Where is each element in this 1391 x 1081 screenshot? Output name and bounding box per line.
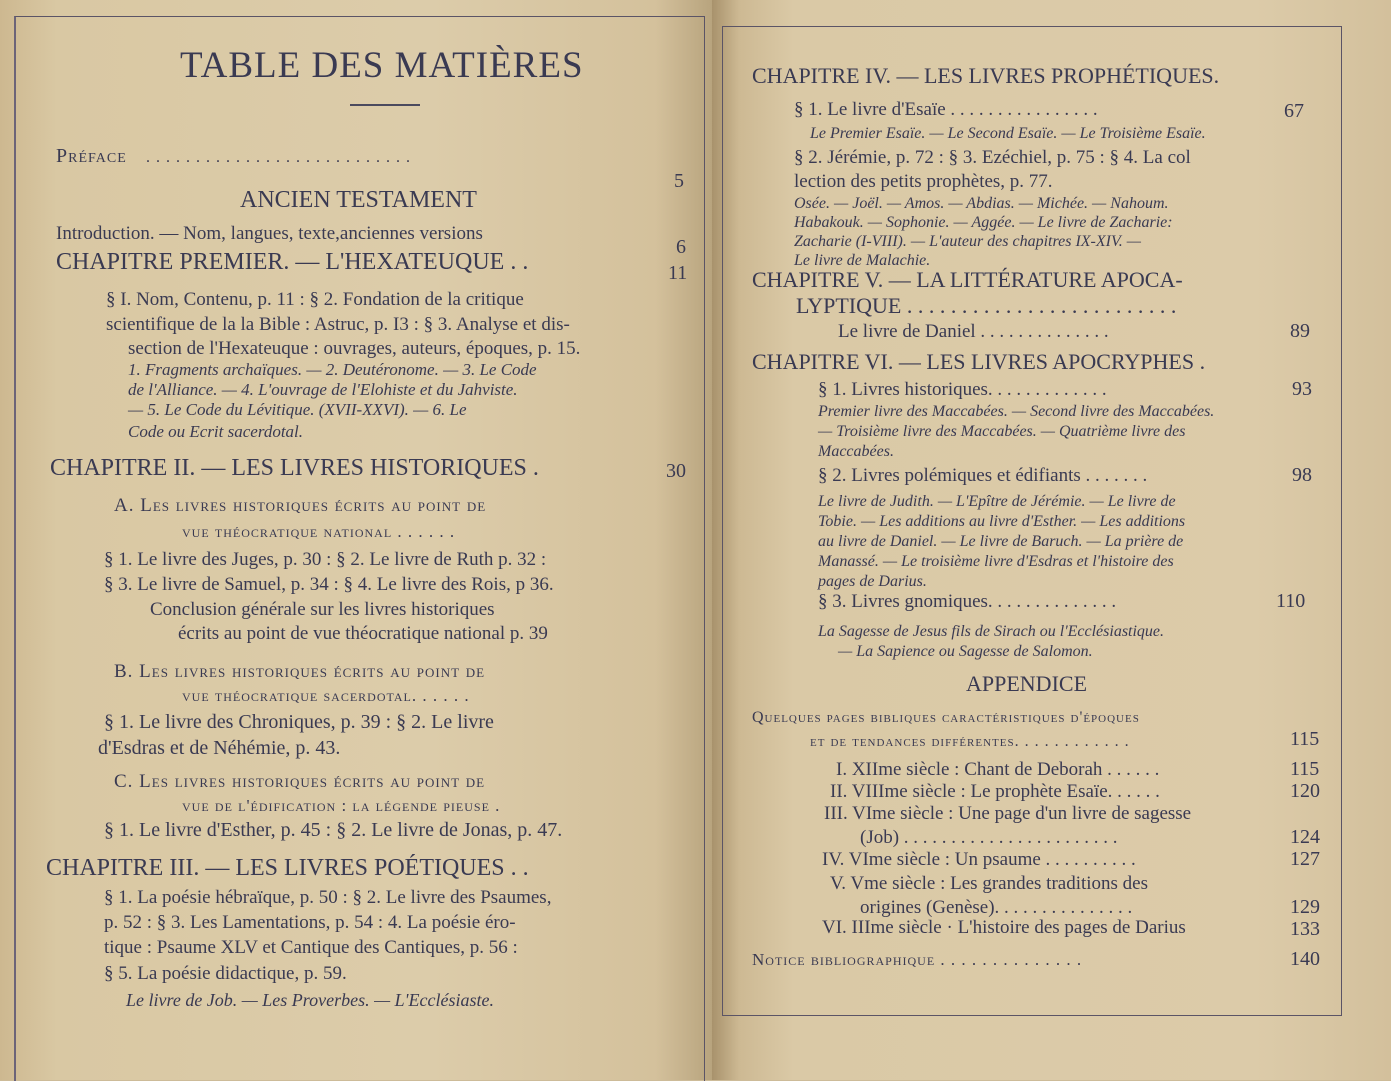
ch3-italic: Le livre de Job. — Les Proverbes. — L'Ecclésiaste. bbox=[126, 990, 494, 1010]
appendix-entry-1: I. XIIme siècle : Chant de Deborah . . . . . . bbox=[836, 759, 1160, 780]
section-a-sub-1: § 1. Le livre des Juges, p. 30 : § 2. Le livre de Ruth p. 32 : bbox=[104, 549, 547, 570]
ch4-line-1: § 2. Jérémie, p. 72 : § 3. Ezéchiel, p. 75 : § 4. La col bbox=[794, 147, 1191, 168]
polem-entry: § 2. Livres polémiques et édifiants . . . . . . . bbox=[818, 465, 1148, 486]
gnom-page: 110 bbox=[1276, 590, 1306, 612]
ch1-italic-3: — 5. Le Code du Lévitique. (XVII-XXVI). — 6. Le bbox=[128, 400, 467, 419]
appendix-page-5: 129 bbox=[1290, 896, 1320, 918]
hist-italic-1: Premier livre des Maccabées. — Second livre des Maccabées. bbox=[818, 403, 1215, 420]
appendice-heading: APPENDICE bbox=[966, 671, 1088, 696]
ch3-line-1: § 1. La poésie hébraïque, p. 50 : § 2. Le livre des Psaumes, bbox=[104, 887, 552, 908]
hist-italic-3: Maccabées. bbox=[818, 443, 894, 460]
section-a-line-1: A. Les livres historiques écrits au point de bbox=[114, 495, 487, 516]
chapter-2-page: 30 bbox=[666, 460, 686, 482]
quelques-line-1: Quelques pages bibliques caractéristiques d'époques bbox=[752, 709, 1140, 726]
appendix-page-1: 115 bbox=[1290, 758, 1320, 780]
appendix-page-2: 120 bbox=[1290, 780, 1320, 802]
appendix-page-6: 133 bbox=[1290, 918, 1320, 940]
appendix-page-4: 127 bbox=[1290, 848, 1320, 870]
chapter-1-title bbox=[56, 250, 528, 274]
ch3-line-4: § 5. La poésie didactique, p. 59. bbox=[104, 963, 347, 984]
appendix-entry-6: VI. IIIme siècle · L'histoire des pages de Darius bbox=[822, 917, 1186, 938]
notice-entry: Notice bibliographique . . . . . . . . . . . . . . bbox=[752, 950, 1083, 969]
gnom-italic-2: — La Sapience ou Sagesse de Salomon. bbox=[838, 643, 1093, 660]
polem-italic-2: Tobie. — Les additions au livre d'Esther. — Les additions bbox=[818, 513, 1186, 530]
page-title: TABLE DES MATIÈRES bbox=[180, 45, 584, 86]
section-a-sub-3: Conclusion générale sur les livres historiques bbox=[150, 599, 495, 620]
ch3-line-2: p. 52 : § 3. Les Lamentations, p. 54 : 4. La poésie éro- bbox=[104, 912, 516, 933]
ch1-line-2: scientifique de la la Bible : Astruc, p. I3 : § 3. Analyse et dis- bbox=[106, 314, 570, 335]
ch1-line-3: section de l'Hexateuque : ouvrages, auteurs, époques, p. 15. bbox=[128, 338, 581, 359]
ch1-italic-2: de l'Alliance. — 4. L'ouvrage de l'Elohiste et du Jahviste. bbox=[128, 380, 518, 399]
polem-italic-1: Le livre de Judith. — L'Epître de Jérémie. — Le livre de bbox=[818, 493, 1176, 510]
preface-dots: . . . . . . . . . . . . . . . . . . . . . . . . . . . bbox=[146, 149, 411, 166]
polem-italic-5: pages de Darius. bbox=[818, 573, 927, 590]
gnom-entry: § 3. Livres gnomiques. . . . . . . . . . . . . . bbox=[818, 591, 1117, 612]
gnom-italic-1: La Sagesse de Jesus fils de Sirach ou l'Ecclésiastique. bbox=[818, 623, 1165, 640]
polem-page: 98 bbox=[1292, 464, 1312, 486]
chapter-2-title: CHAPITRE II. — LES LIVRES HISTORIQUES . bbox=[50, 455, 539, 481]
chapter-3-title: CHAPITRE III. — LES LIVRES POÉTIQUES . . bbox=[46, 855, 529, 881]
ancien-testament-heading: ANCIEN TESTAMENT bbox=[240, 187, 477, 213]
section-b-line-2: vue théocratique sacerdotal. . . . . . bbox=[182, 686, 470, 705]
ch3-line-3: tique : Psaume XLV et Cantique des Cantiques, p. 56 : bbox=[104, 937, 518, 958]
ch1-line-1: § I. Nom, Contenu, p. 11 : § 2. Fondation de la critique bbox=[106, 289, 524, 310]
appendix-entry-4: IV. VIme siècle : Un psaume . . . . . . . . . . bbox=[822, 849, 1136, 870]
appendix-entry-3b: (Job) . . . . . . . . . . . . . . . . . . . . . . . bbox=[860, 827, 1118, 848]
ch4-italic-1: Osée. — Joël. — Amos. — Abdias. — Michée. — Nahoum. bbox=[794, 195, 1169, 212]
section-b-line-1: B. Les livres historiques écrits au point de bbox=[114, 661, 486, 682]
section-b-sub-2: d'Esdras et de Néhémie, p. 43. bbox=[98, 737, 341, 759]
section-c-line-2: vue de l'édification : la légende pieuse . bbox=[182, 796, 501, 815]
section-a-line-2: vue théocratique national . . . . . . bbox=[182, 522, 456, 541]
ch4-italic-4: Le livre de Malachie. bbox=[794, 252, 931, 269]
daniel-entry: Le livre de Daniel . . . . . . . . . . . . . . bbox=[838, 321, 1109, 342]
preface-label: Préface bbox=[56, 145, 127, 167]
daniel-page: 89 bbox=[1290, 320, 1310, 342]
polem-italic-4: Manassé. — Le troisième livre d'Esdras et l'histoire des bbox=[818, 553, 1174, 570]
quelques-line-2: et de tendances différentes. . . . . . . . . . . . bbox=[810, 733, 1130, 750]
esaie-page: 67 bbox=[1284, 100, 1304, 122]
section-b-sub-1: § 1. Le livre des Chroniques, p. 39 : § 2. Le livre bbox=[104, 711, 494, 733]
ch4-italic-2: Habakouk. — Sophonie. — Aggée. — Le livre de Zacharie: bbox=[794, 214, 1173, 231]
ch1-italic-1: 1. Fragments archaïques. — 2. Deutéronome. — 3. Le Code bbox=[128, 360, 537, 379]
ch1-italic-4: Code ou Ecrit sacerdotal. bbox=[128, 422, 304, 441]
appendix-entry-3: III. VIme siècle : Une page d'un livre de sagesse bbox=[824, 803, 1192, 824]
notice-page: 140 bbox=[1290, 948, 1320, 970]
hist-page: 93 bbox=[1292, 378, 1312, 400]
esaie-entry: § 1. Le livre d'Esaïe . . . . . . . . . . . . . . . . bbox=[794, 99, 1098, 120]
section-c-line-1: C. Les livres historiques écrits au point de bbox=[114, 771, 486, 792]
right-page bbox=[712, 0, 1391, 1080]
hist-entry: § 1. Livres historiques. . . . . . . . . . . . . bbox=[818, 379, 1107, 400]
section-a-sub-4: écrits au point de vue théocratique national p. 39 bbox=[178, 623, 548, 644]
chapter-1-page: 11 bbox=[668, 262, 688, 284]
chapter-5-title-1: CHAPITRE V. — LA LITTÉRATURE APOCA- bbox=[752, 267, 1183, 292]
chapter-4-title: CHAPITRE IV. — LES LIVRES PROPHÉTIQUES. bbox=[752, 63, 1220, 88]
appendix-entry-5b: origines (Genèse). . . . . . . . . . . . . . . bbox=[860, 897, 1133, 918]
ch4-line-2: lection des petits prophètes, p. 77. bbox=[794, 171, 1053, 192]
appendix-entry-5: V. Vme siècle : Les grandes traditions des bbox=[830, 873, 1149, 894]
ch4-italic-3: Zacharie (I-VIII). — L'auteur des chapitres IX-XIV. — bbox=[794, 233, 1141, 250]
appendix-page-3: 124 bbox=[1290, 826, 1320, 848]
esaie-italic: Le Premier Esaïe. — Le Second Esaïe. — Le Troisième Esaïe. bbox=[810, 125, 1206, 142]
section-c-sub-1: § 1. Le livre d'Esther, p. 45 : § 2. Le livre de Jonas, p. 47. bbox=[104, 819, 563, 841]
chapter-5-title-2: LYPTIQUE . . . . . . . . . . . . . . . . . . . . . . . . . bbox=[796, 293, 1177, 318]
hist-italic-2: — Troisième livre des Maccabées. — Quatrième livre des bbox=[818, 423, 1186, 440]
polem-italic-3: au livre de Daniel. — Le livre de Baruch. — La prière de bbox=[818, 533, 1184, 550]
chapter-1-label: CHAPITRE PREMIER. — L'HEXATEUQUE . . bbox=[56, 249, 529, 275]
section-a-sub-2: § 3. Le livre de Samuel, p. 34 : § 4. Le livre des Rois, p 36. bbox=[104, 574, 554, 595]
quelques-page: 115 bbox=[1290, 728, 1320, 750]
introduction-entry: Introduction. — Nom, langues, texte,anciennes versions bbox=[56, 223, 483, 244]
introduction-page: 6 bbox=[676, 236, 686, 258]
title-rule bbox=[350, 104, 420, 106]
preface-page: 5 bbox=[674, 170, 684, 192]
chapter-6-title: CHAPITRE VI. — LES LIVRES APOCRYPHES . bbox=[752, 349, 1206, 374]
appendix-entry-2: II. VIIIme siècle : Le prophète Esaïe. . . . . . bbox=[830, 781, 1160, 802]
